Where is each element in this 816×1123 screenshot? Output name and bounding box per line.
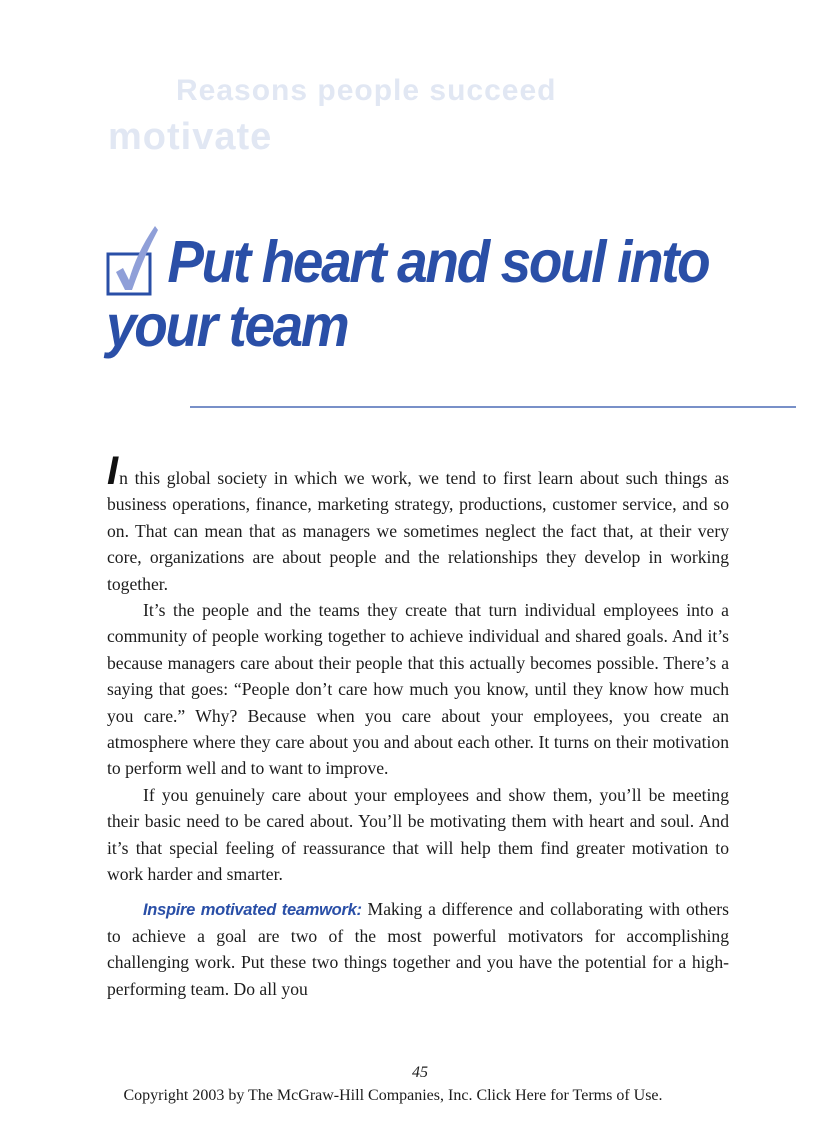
title-divider xyxy=(190,406,796,408)
run-in-heading: Inspire motivated teamwork: xyxy=(143,900,362,919)
chapter-title: Put heart and soul into your team xyxy=(106,229,709,359)
chapter-title-block xyxy=(106,222,796,358)
paragraph-1-text: n this global society in which we work, we tend to first learn about such things as business operations, finance, marketing strategy, productions, customer service, and so on. That can mean that as managers we sometimes neglect the fact that, at their very core, organizations are about people and the relationships they develop in working together. xyxy=(107,468,729,594)
copyright-notice: Copyright 2003 by The McGraw-Hill Companies, Inc. Click Here for Terms of Use. xyxy=(123,1087,663,1104)
faded-running-header xyxy=(108,68,688,160)
body-text xyxy=(107,449,729,1002)
page-number: 45 xyxy=(412,1064,428,1081)
paragraph-4 xyxy=(107,896,729,1003)
paragraph-4-text: Making a difference and collaborating with others to achieve a goal are two of the most powerful motivators for accomplishing challenging work. Put these two things together and you have the potential for a high-performing team. Do all you xyxy=(107,898,729,999)
faded-header-line-1: Reasons people succeed xyxy=(176,74,557,107)
paragraph-1 xyxy=(107,449,729,597)
paragraph-3: If you genuinely care about your employees and show them, you’ll be meeting their basic need to be cared about. You’ll be motivating them with heart and soul. And it’s that special feeling of reassurance that will help them find greater motivation to work harder and smarter. xyxy=(107,784,729,885)
drop-cap: I xyxy=(107,449,119,493)
paragraph-2: It’s the people and the teams they create that turn individual employees into a community of people working together to achieve individual and shared goals. And it’s because managers care about their people that this actually becomes possible. There’s a saying that goes: “People don’t care how much you know, until they know how much you care.” Why? Because when you care about your employees, you create an atmosphere where they care about you and about each other. It turns on their motivation to perform well and to want to improve. xyxy=(107,600,729,779)
faded-header-line-2: motivate xyxy=(108,116,273,158)
